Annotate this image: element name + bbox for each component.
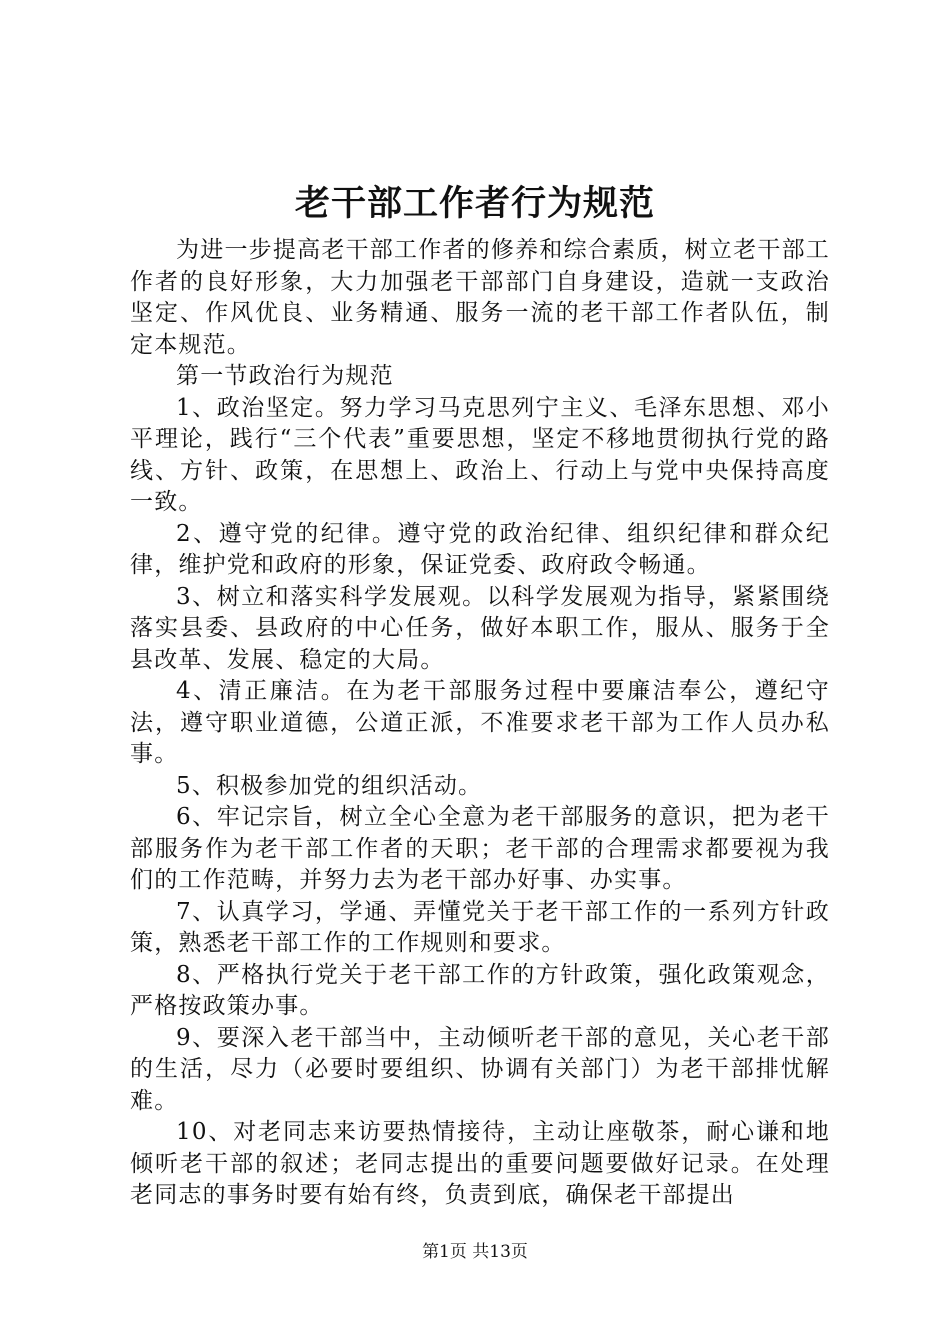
rule-item-8: 8、严格执行党关于老干部工作的方针政策，强化政策观念，严格按政策办事。 xyxy=(130,961,830,1019)
rule-item-3: 3、树立和落实科学发展观。以科学发展观为指导，紧紧围绕落实县委、县政府的中心任务，做好本职工作，服从、服务于全县改革、发展、稳定的大局。 xyxy=(130,583,830,673)
document-title: 老干部工作者行为规范 xyxy=(294,183,655,224)
rule-item-7: 7、认真学习，学通、弄懂党关于老干部工作的一系列方针政策，熟悉老干部工作的工作规则和要求。 xyxy=(130,898,830,956)
rule-item-2: 2、遵守党的纪律。遵守党的政治纪律、组织纪律和群众纪律，维护党和政府的形象，保证党委、政府政令畅通。 xyxy=(130,520,830,578)
page-footer: 第1页 共13页 xyxy=(422,1242,528,1262)
document-body xyxy=(130,235,830,1212)
rule-item-1: 1、政治坚定。努力学习马克思列宁主义、毛泽东思想、邓小平理论，践行“三个代表”重要思想，坚定不移地贯彻执行党的路线、方针、政策，在思想上、政治上、行动上与党中央保持高度一致。 xyxy=(130,394,830,515)
rule-item-6: 6、牢记宗旨，树立全心全意为老干部服务的意识，把为老干部服务作为老干部工作者的天职；老干部的合理需求都要视为我们的工作范畴，并努力去为老干部办好事、办实事。 xyxy=(130,804,830,893)
rule-item-9: 9、要深入老干部当中，主动倾听老干部的意见，关心老干部的生活，尽力（必要时要组织、协调有关部门）为老干部排忧解难。 xyxy=(130,1024,830,1114)
section-heading: 第一节政治行为规范 xyxy=(176,363,394,389)
intro-paragraph: 为进一步提高老干部工作者的修养和综合素质，树立老干部工作者的良好形象，大力加强老干部部门自身建设，造就一支政治坚定、作风优良、业务精通、服务一流的老干部工作者队伍，制定本规范。 xyxy=(130,237,830,358)
rule-item-4: 4、清正廉洁。在为老干部服务过程中要廉洁奉公，遵纪守法，遵守职业道德，公道正派，不准要求老干部为工作人员办私事。 xyxy=(130,678,830,767)
rule-item-10: 10、对老同志来访要热情接待，主动让座敬茶，耐心谦和地倾听老干部的叙述；老同志提出的重要问题要做好记录。在处理老同志的事务时要有始有终，负责到底，确保老干部提出 xyxy=(130,1119,830,1208)
rule-item-5: 5、积极参加党的组织活动。 xyxy=(176,772,483,799)
